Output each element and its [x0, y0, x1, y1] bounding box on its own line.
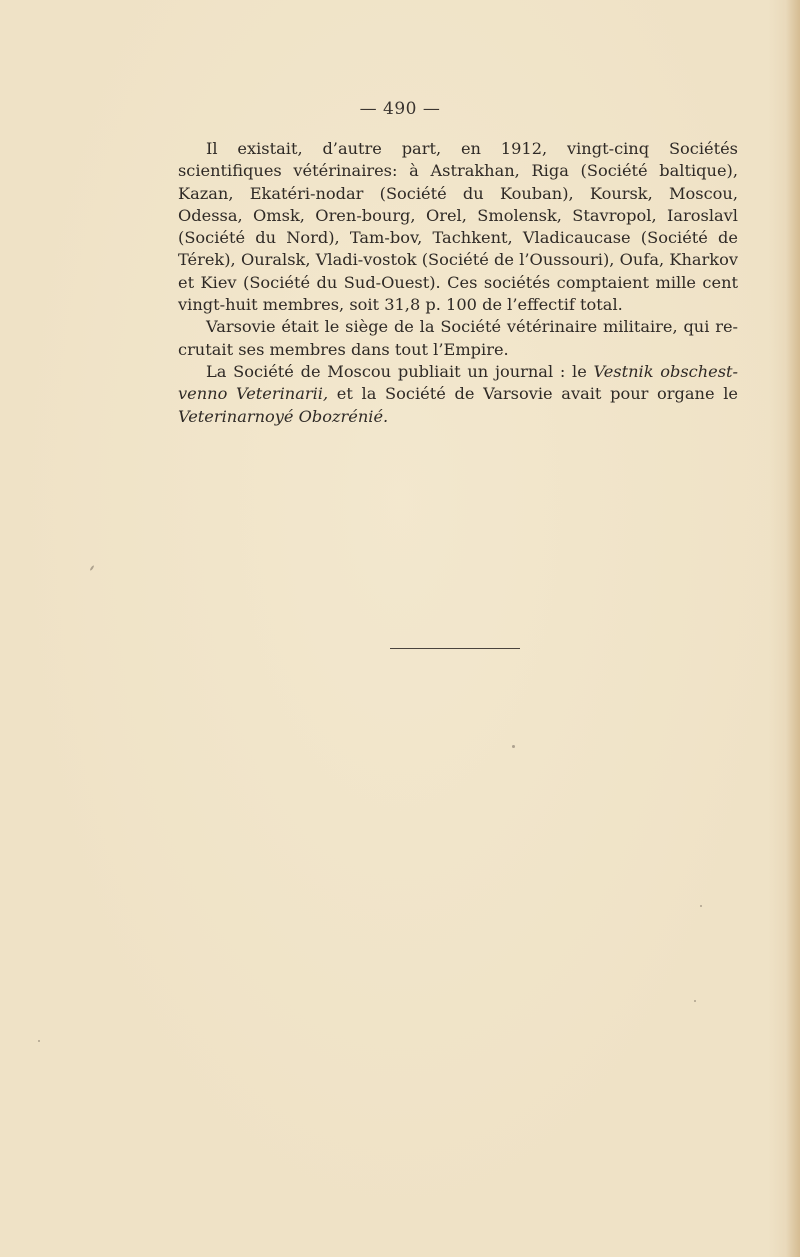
- paper-speck: [694, 1000, 696, 1002]
- journal-title-vestnik: Vestnik obschest-venno Veterinarii,: [178, 361, 739, 404]
- paper-speck: [38, 1040, 40, 1042]
- journal-title-obozrenie: Veterinarnoyé Obozrénié.: [178, 406, 389, 426]
- page-edge-shadow: [786, 0, 800, 1257]
- footer-rule: [390, 648, 520, 649]
- paper-speck: [512, 745, 515, 748]
- page-number: — 490 —: [359, 99, 441, 119]
- paragraph-text: Varsovie était le siège de la Société vétérinaire militaire, qui re-crutait ses membres dans tout l’Empire.: [178, 317, 738, 359]
- paragraph-varsovie: [178, 316, 738, 361]
- paragraph-text: La Société de Moscou publiait un journal : le: [206, 361, 594, 381]
- paper-speck: [89, 565, 94, 571]
- paragraph-journals: [178, 361, 738, 428]
- paper-speck: [700, 905, 702, 907]
- body-text: [178, 138, 738, 428]
- paragraph-text: Il existait, d’autre part, en 1912, vingt-cinq Sociétés scientifiques vétérinaires: à Astrakhan, Riga (Société baltique), Kazan, Ekatéri-nodar (Société du Kouban), Koursk, Moscou, Odessa, Omsk, Oren-bourg, Orel, Smolensk, Stavropol, Iaroslavl (Société du Nord), Tam-bov, Tachkent, Vladicaucase (Société de Térek), Ouralsk, Vladi-vostok (Société de l’Oussouri), Oufa, Kharkov et Kiev (Société du Sud-Ouest). Ces sociétés comptaient mille cent vingt-huit membres, soit 31,8 p. 100 de l’effectif total.: [178, 139, 738, 315]
- paragraph-text: et la Société de Varsovie avait pour organe le: [336, 384, 738, 404]
- paragraph-societies: [178, 138, 738, 316]
